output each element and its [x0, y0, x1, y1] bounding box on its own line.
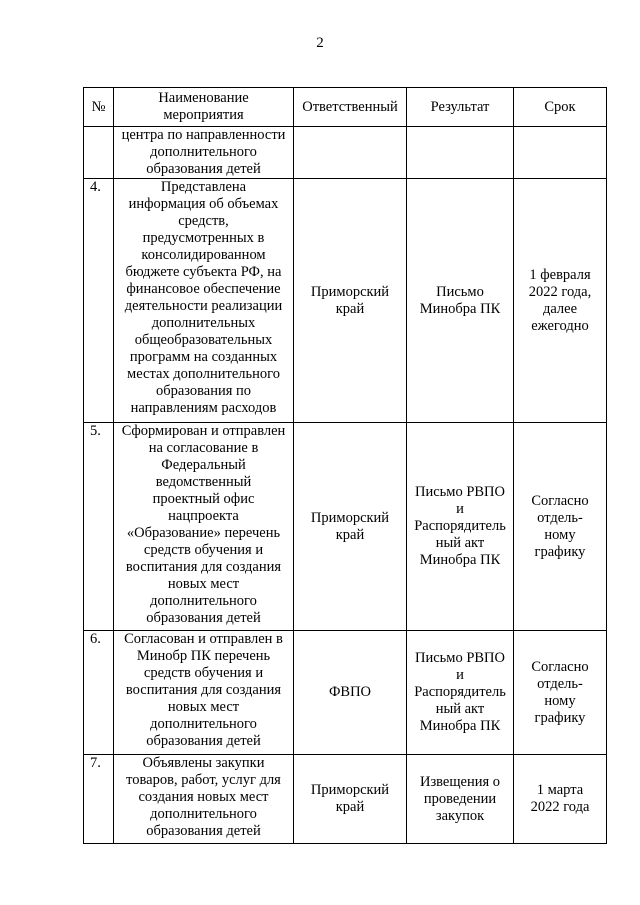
row-responsible: Приморский край	[294, 755, 407, 844]
row-responsible: ФВПО	[294, 631, 407, 755]
header-responsible: Ответственный	[294, 88, 407, 127]
table-row	[84, 755, 607, 844]
row-name: Объявлены закупки товаров, работ, услуг для создания новых мест дополнительного образования детей	[114, 755, 294, 844]
table-row-continuation	[84, 127, 607, 179]
header-deadline: Срок	[514, 88, 607, 127]
row-num: 6.	[84, 631, 114, 755]
row-result: Письмо Минобра ПК	[407, 179, 514, 423]
continuation-name: центра по направленности дополнительного образования детей	[114, 127, 294, 179]
row-num: 4.	[84, 179, 114, 423]
row-result: Письмо РВПО и Распорядитель ный акт Минобра ПК	[407, 423, 514, 631]
table-header-row	[84, 88, 607, 127]
header-name: Наименование мероприятия	[114, 88, 294, 127]
row-result: Письмо РВПО и Распорядитель ный акт Минобра ПК	[407, 631, 514, 755]
row-name: Сформирован и отправлен на согласование в Федеральный ведомственный проектный офис нацпроекта «Образование» перечень средств обучения и воспитания для создания новых мест дополнительного образования детей	[114, 423, 294, 631]
activity-table	[83, 87, 607, 844]
table-row	[84, 631, 607, 755]
row-responsible: Приморский край	[294, 179, 407, 423]
row-num: 7.	[84, 755, 114, 844]
header-num: №	[84, 88, 114, 127]
header-result: Результат	[407, 88, 514, 127]
table-row	[84, 179, 607, 423]
row-deadline: Согласно отдель- ному графику	[514, 423, 607, 631]
row-result: Извещения о проведении закупок	[407, 755, 514, 844]
page-number: 2	[316, 35, 324, 51]
row-deadline: 1 февраля 2022 года, далее ежегодно	[514, 179, 607, 423]
row-deadline: 1 марта 2022 года	[514, 755, 607, 844]
row-num: 5.	[84, 423, 114, 631]
row-name: Согласован и отправлен в Минобр ПК перечень средств обучения и воспитания для создания новых мест дополнительного образования детей	[114, 631, 294, 755]
row-name: Представлена информация об объемах средств, предусмотренных в консолидированном бюджете субъекта РФ, на финансовое обеспечение деятельности реализации дополнительных общеобразовательных программ на созданных местах дополнительного образования по направлениям расходов	[114, 179, 294, 423]
table-row	[84, 423, 607, 631]
row-deadline: Согласно отдель- ному графику	[514, 631, 607, 755]
row-responsible: Приморский край	[294, 423, 407, 631]
